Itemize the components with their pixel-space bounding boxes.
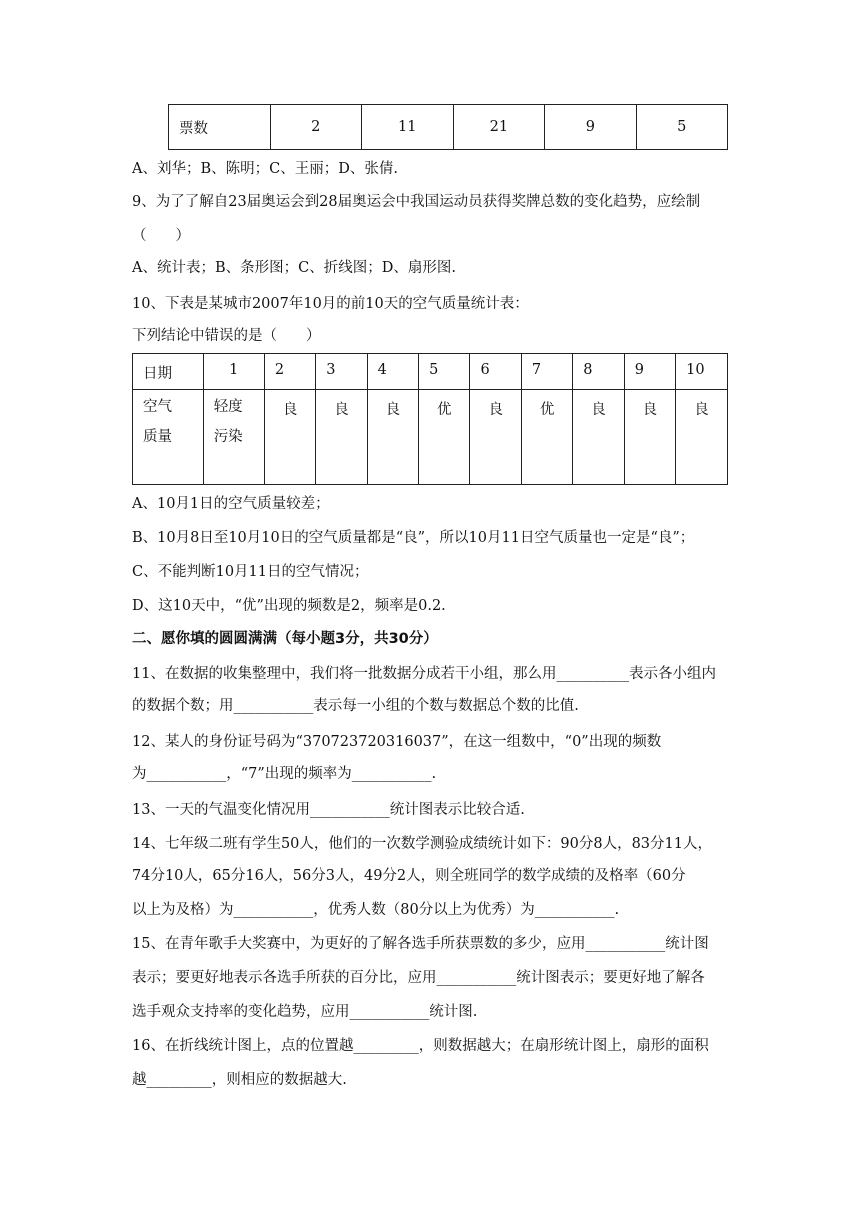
quality-cell: 良 (573, 390, 624, 485)
q14-line: 以上为及格）为___________，优秀人数（80分以上为优秀）为___________. (132, 902, 620, 918)
q16-line: 16、在折线统计图上，点的位置越_________，则数据越大；在扇形统计图上，扇形的面积 (132, 1038, 709, 1054)
quality-cell (203, 390, 264, 485)
q10-sub: 下列结论中错误的是（ ） (132, 328, 321, 344)
date-cell: 4 (367, 354, 418, 390)
q10-option-a: A、10月1日的空气质量较差； (132, 496, 330, 512)
date-header-cell: 日期 (133, 354, 204, 390)
votes-cell: 9 (545, 105, 636, 150)
votes-cell: 2 (270, 105, 361, 150)
q16-line: 越_________，则相应的数据越大. (132, 1072, 347, 1088)
q14-line: 14、七年级二班有学生50人，他们的一次数学测验成绩统计如下：90分8人，83分11人， (132, 836, 712, 852)
quality-cell: 良 (264, 390, 315, 485)
quality-cell: 良 (367, 390, 418, 485)
q12-line: 为___________，“7”出现的频率为___________. (132, 766, 437, 782)
date-cell: 9 (624, 354, 675, 390)
q10-option-c: C、不能判断10月11日的空气情况； (132, 564, 369, 580)
quality-cell: 良 (470, 390, 521, 485)
quality-cell: 良 (624, 390, 675, 485)
quality-cell: 良 (316, 390, 367, 485)
date-cell: 10 (676, 354, 728, 390)
q15-line: 选手观众支持率的变化趋势，应用___________统计图. (132, 1004, 478, 1020)
table-row (169, 105, 728, 150)
date-cell: 6 (470, 354, 521, 390)
votes-cell: 5 (636, 105, 727, 150)
q15-line: 表示；要更好地表示各选手所获的百分比，应用___________统计图表示；要更好地了解各 (132, 970, 705, 986)
q11-line: 的数据个数；用___________表示每一小组的个数与数据总个数的比值. (132, 698, 579, 714)
q8-options: A、刘华；B、陈明；C、王丽；D、张倩. (132, 161, 398, 177)
q12-line: 12、某人的身份证号码为“370723720316037”，在这一组数中，“0”出现的频数 (132, 734, 662, 750)
votes-table (168, 104, 728, 150)
quality-cell: 优 (521, 390, 572, 485)
quality-text-line: 轻度 (213, 399, 243, 415)
votes-cell: 21 (453, 105, 545, 150)
q14-line: 74分10人，65分16人，56分3人，49分2人，则全班同学的数学成绩的及格率（60分 (132, 868, 686, 884)
date-cell: 3 (316, 354, 367, 390)
q9-answer-bracket: （ ） (132, 228, 190, 244)
votes-row-label: 票数 (169, 105, 271, 150)
date-cell: 1 (203, 354, 264, 390)
quality-label-line: 空气 (143, 399, 172, 415)
quality-header-cell (133, 390, 204, 485)
section-title: 二、愿你填的圆圆满满（每小题3分，共30分） (132, 631, 438, 647)
q10-stem: 10、下表是某城市2007年10月的前10天的空气质量统计表： (132, 296, 529, 312)
q10-option-d: D、这10天中，“优”出现的频数是2，频率是0.2. (132, 598, 446, 614)
date-cell: 7 (521, 354, 572, 390)
air-quality-table (132, 353, 728, 485)
quality-cell: 优 (419, 390, 470, 485)
quality-text-line: 污染 (213, 429, 243, 445)
q11-line: 11、在数据的收集整理中，我们将一批数据分成若干小组，那么用__________表示各小组内 (132, 666, 716, 682)
table-row (133, 354, 728, 390)
q10-option-b: B、10月8日至10月10日的空气质量都是“良”，所以10月11日空气质量也一定是“良”； (132, 530, 695, 546)
date-cell: 8 (573, 354, 624, 390)
q9-stem: 9、为了了解自23届奥运会到28届奥运会中我国运动员获得奖牌总数的变化趋势，应绘制 (132, 194, 701, 210)
q13-line: 13、一天的气温变化情况用___________统计图表示比较合适. (132, 802, 525, 818)
date-cell: 5 (419, 354, 470, 390)
date-cell: 2 (264, 354, 315, 390)
table-row (133, 390, 728, 485)
quality-label-line: 质量 (143, 429, 172, 445)
votes-cell: 11 (361, 105, 453, 150)
q9-options: A、统计表；B、条形图；C、折线图；D、扇形图. (132, 260, 456, 276)
q15-line: 15、在青年歌手大奖赛中，为更好的了解各选手所获票数的多少，应用___________统计图 (132, 936, 709, 952)
quality-cell: 良 (676, 390, 728, 485)
